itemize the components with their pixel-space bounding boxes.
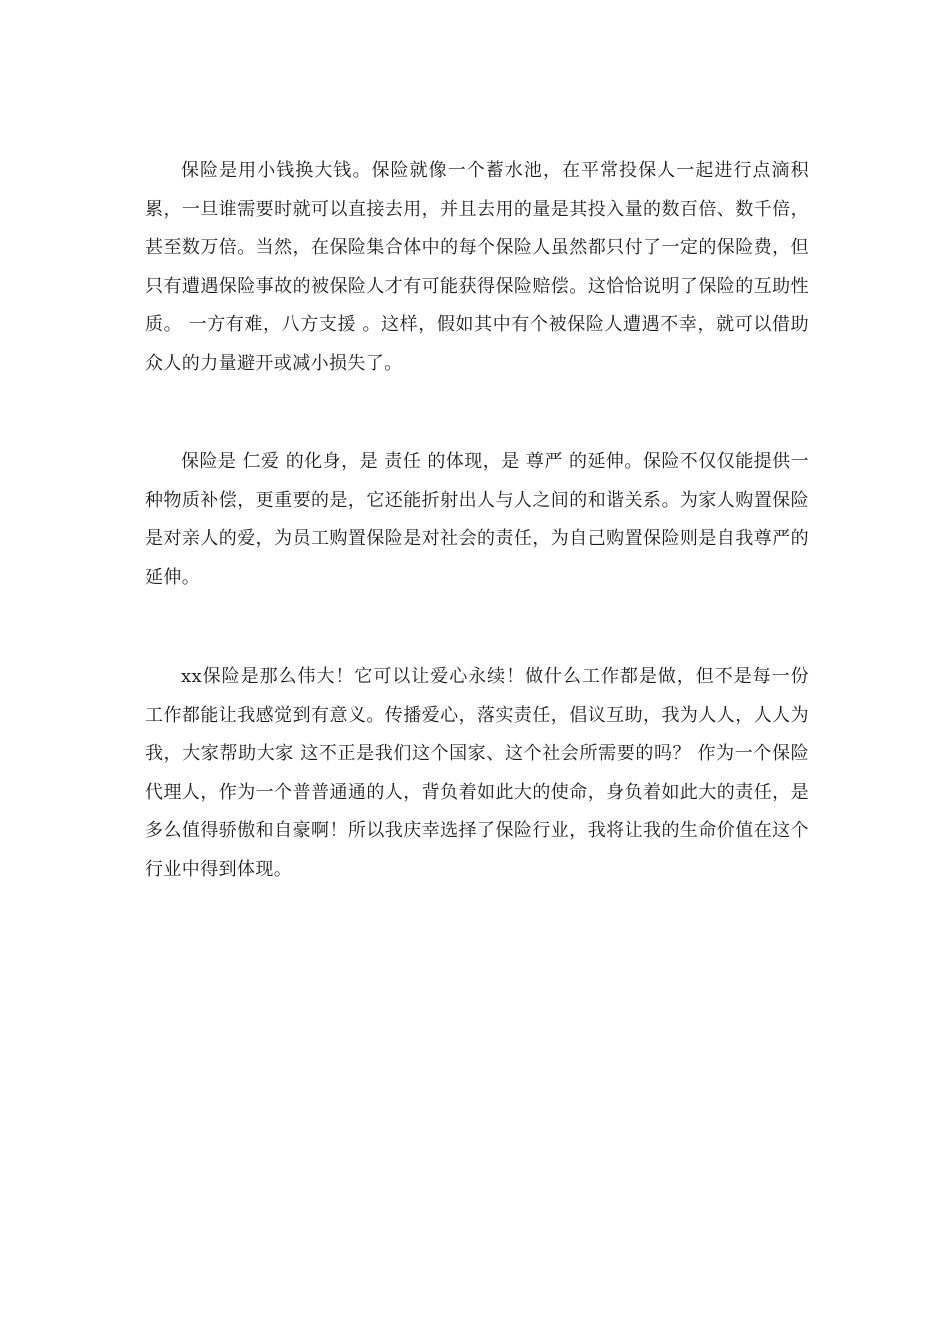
paragraph-mutual-aid: 保险是用小钱换大钱。保险就像一个蓄水池，在平常投保人一起进行点滴积累，一旦谁需要时就可以直接去用，并且去用的量是其投入量的数百倍、数千倍，甚至数万倍。当然，在保险集合体中的每个保险人虽然都只付了一定的保险费，但只有遭遇保险事故的被保险人才有可能获得保险赔偿。这恰恰说明了保险的互助性质。 一方有难，八方支援 。这样，假如其中有个被保险人遭遇不幸，就可以借助众人的力量避开或减小损失了。	[145, 160, 809, 374]
paragraph-love-responsibility: 保险是 仁爱 的化身，是 责任 的体现，是 尊严 的延伸。保险不仅仅能提供一种物质补偿，更重要的是，它还能折射出人与人之间的和谐关系。为家人购置保险是对亲人的爱，为员工购置保险是对社会的责任，为自己购置保险则是自我尊严的延伸。	[145, 451, 809, 588]
paragraph-agent-mission: xx保险是那么伟大！它可以让爱心永续！做什么工作都是做，但不是每一份工作都能让我感觉到有意义。传播爱心，落实责任，倡议互助，我为人人，人人为我，大家帮助大家 这不正是我们这个国家、这个社会所需要的吗？ 作为一个保险代理人，作为一个普普通通的人，背负着如此大的使命，身负着如此大的责任，是多么值得骄傲和自豪啊！所以我庆幸选择了保险行业，我将让我的生命价值在这个行业中得到体现。	[145, 666, 809, 880]
